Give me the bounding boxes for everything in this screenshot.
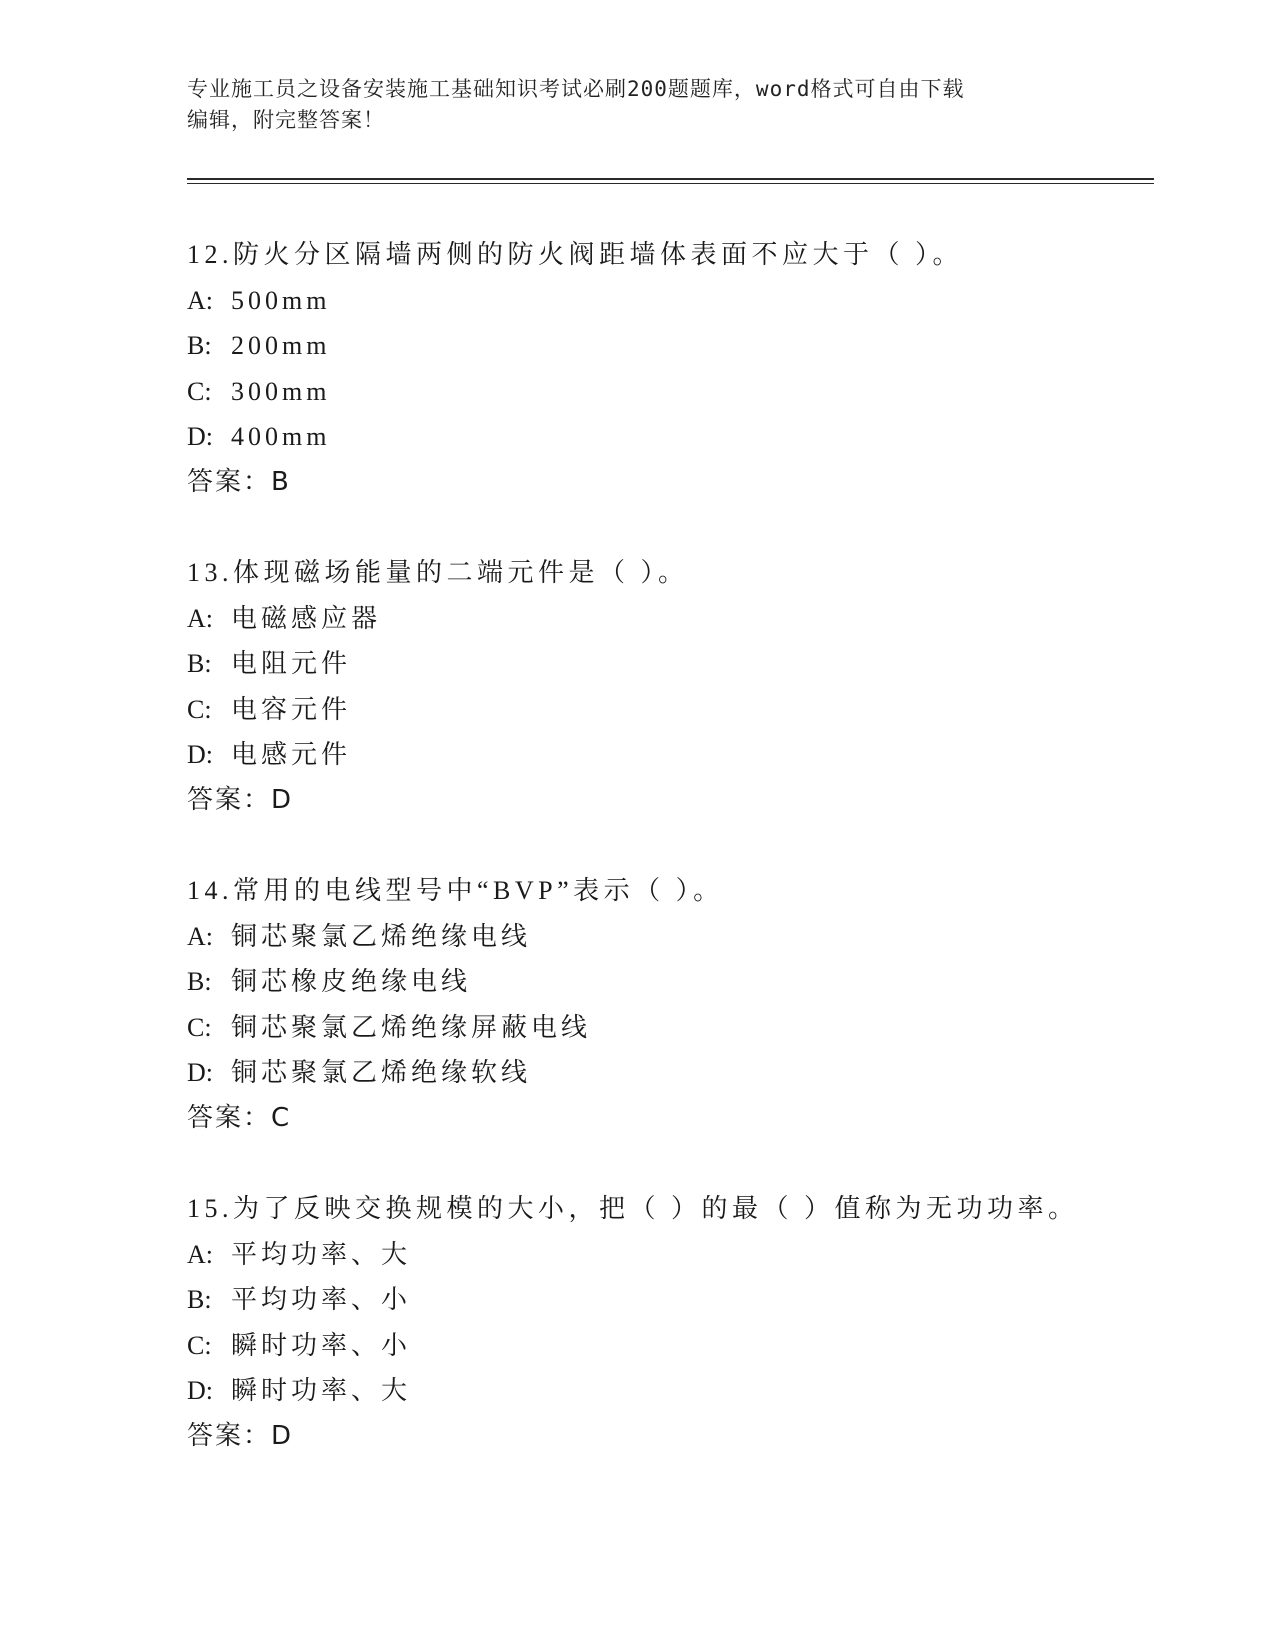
option-c: [187, 687, 1147, 733]
option-text: 瞬时功率、小: [231, 1330, 412, 1360]
option-text: 400mm: [231, 422, 331, 451]
option-b: [187, 323, 1147, 369]
header-divider-thick: [187, 178, 1154, 180]
option-text: 电容元件: [231, 694, 352, 724]
option-c: [187, 1323, 1147, 1369]
option-letter: B:: [187, 331, 212, 360]
option-d: [187, 1368, 1147, 1414]
option-c: [187, 369, 1147, 415]
option-text: 300mm: [231, 376, 331, 406]
option-text: 电感元件: [231, 740, 352, 769]
option-letter: C:: [187, 1330, 212, 1360]
option-letter: D:: [187, 1376, 213, 1405]
option-a: [187, 1232, 1147, 1278]
option-b: [187, 641, 1147, 687]
answer-line: 答案：D: [187, 1420, 294, 1451]
option-text: 平均功率、小: [231, 1285, 412, 1314]
option-text: 铜芯聚氯乙烯绝缘软线: [231, 1058, 532, 1087]
header-divider-thin: [187, 183, 1154, 184]
option-letter: D:: [187, 740, 213, 769]
option-letter: A:: [187, 921, 213, 951]
question-15: [187, 1186, 1147, 1459]
question-12: [187, 232, 1147, 505]
option-letter: B:: [187, 1285, 212, 1314]
answer-line: 答案：C: [187, 1102, 292, 1133]
question-stem: 15.为了反映交换规模的大小，把（ ）的最（ ）值称为无功功率。: [187, 1194, 1079, 1223]
option-letter: C:: [187, 376, 212, 406]
option-text: 铜芯橡皮绝缘电线: [231, 967, 472, 996]
question-14: [187, 868, 1147, 1141]
option-text: 铜芯聚氯乙烯绝缘电线: [231, 921, 532, 951]
question-stem: 13.体现磁场能量的二端元件是（ ）。: [187, 558, 689, 587]
question-13: [187, 550, 1147, 823]
question-stem: 14.常用的电线型号中“BVP”表示（ ）。: [187, 876, 724, 905]
option-letter: A:: [187, 603, 213, 633]
option-letter: B:: [187, 649, 212, 678]
option-a: [187, 278, 1147, 324]
option-b: [187, 959, 1147, 1005]
answer-line: 答案：B: [187, 466, 291, 497]
option-text: 平均功率、大: [231, 1239, 412, 1269]
option-text: 电阻元件: [231, 649, 352, 678]
option-letter: A:: [187, 1239, 213, 1269]
option-letter: C:: [187, 1012, 212, 1042]
option-letter: D:: [187, 1058, 213, 1087]
header-title-line-2: 编辑，附完整答案！: [187, 108, 385, 132]
option-text: 铜芯聚氯乙烯绝缘屏蔽电线: [231, 1012, 592, 1042]
option-letter: A:: [187, 285, 213, 315]
option-text: 电磁感应器: [231, 603, 382, 633]
option-d: [187, 414, 1147, 460]
option-text: 200mm: [231, 331, 331, 360]
option-a: [187, 596, 1147, 642]
option-letter: B:: [187, 967, 212, 996]
document-header: [187, 74, 1067, 136]
option-letter: C:: [187, 694, 212, 724]
header-title-line-1: 专业施工员之设备安装施工基础知识考试必刷200题题库，word格式可自由下载: [187, 77, 965, 101]
question-stem: 12.防火分区隔墙两侧的防火阀距墙体表面不应大于（ ）。: [187, 240, 964, 269]
option-letter: D:: [187, 422, 213, 451]
option-text: 500mm: [231, 285, 331, 315]
option-b: [187, 1277, 1147, 1323]
option-text: 瞬时功率、大: [231, 1376, 412, 1405]
answer-line: 答案：D: [187, 784, 294, 815]
option-d: [187, 1050, 1147, 1096]
option-d: [187, 732, 1147, 778]
option-c: [187, 1005, 1147, 1051]
option-a: [187, 914, 1147, 960]
